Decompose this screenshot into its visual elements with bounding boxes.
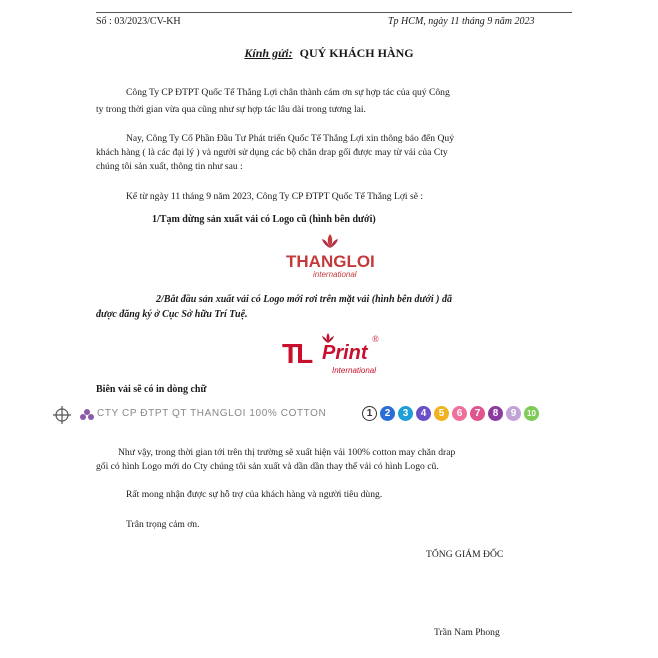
new-logo-sub: International [332,366,377,375]
old-logo [286,232,376,284]
number-circle-4: 4 [416,406,431,421]
header-rule [96,12,572,13]
number-circle-6: 6 [452,406,467,421]
closing-line: Trân trọng cảm ơn. [126,519,200,530]
selvage-heading: Biên vải sẽ có in dòng chữ [96,384,207,395]
new-logo-registered: ® [372,334,379,344]
place-date: Tp HCM, ngày 11 tháng 9 năm 2023 [388,16,535,27]
new-logo-print: Print [322,342,368,364]
paragraph-2-line-2: khách hàng ( là các đại lý ) và người sử dụng các bộ chăn drap gối được may từ vải của Cty [96,147,448,158]
number-circle-3: 3 [398,406,413,421]
new-logo-tl: TL [282,338,311,369]
crosshair-icon [52,405,72,425]
selvage-flower-icon [79,408,95,422]
salutation-prefix: Kính gửi: [244,46,293,60]
salutation [0,46,658,61]
document-number: Số : 03/2023/CV-KH [96,16,181,27]
selvage-strip [52,404,592,426]
number-circle-2: 2 [380,406,395,421]
paragraph-1-line-1: Công Ty CP ĐTPT Quốc Tế Thắng Lợi chân thành cám ơn sự hợp tác của quý Công [126,87,450,98]
number-circle-9: 9 [506,406,521,421]
number-circle-5: 5 [434,406,449,421]
signatory-title: TỔNG GIÁM ĐỐC [426,549,504,560]
signatory-name: Trần Nam Phong [434,627,500,638]
item-1: 1/Tạm dừng sản xuất vải có Logo cũ (hình bên dưới) [152,214,376,225]
item-2-line-2: được đăng ký ở Cục Sở hữu Trí Tuệ. [96,309,248,320]
number-circle-1: 1 [362,406,377,421]
paragraph-3: Kể từ ngày 11 tháng 9 năm 2023, Công Ty CP ĐTPT Quốc Tế Thắng Lợi sẽ : [126,191,424,202]
old-logo-flower-icon [318,232,342,252]
paragraph-4-line-1: Như vậy, trong thời gian tới trên thị trường sẽ xuất hiện vải 100% cotton may chăn drap [118,447,456,458]
paragraph-5: Rất mong nhận được sự hỗ trợ của khách hàng và người tiêu dùng. [126,489,383,500]
old-logo-sub: international [313,270,357,279]
number-circle-10: 10 [524,406,539,421]
selvage-text: CTY CP ĐTPT QT THANGLOI 100% COTTON [97,408,327,419]
paragraph-2-line-1: Nay, Công Ty Cổ Phần Đầu Tư Phát triển Quốc Tế Thắng Lợi xin thông báo đến Quý [126,133,455,144]
paragraph-1-line-2: ty trong thời gian vừa qua cũng như sự hợp tác lâu dài trong tương lai. [96,104,366,115]
old-logo-word: THANGLOI [286,252,375,271]
paragraph-4-line-2: gối có hình Logo mới do Cty chúng tôi sản xuất và dần dần thay thế vải có hình Logo cũ. [96,461,439,472]
number-circle-7: 7 [470,406,485,421]
salutation-recipient: QUÝ KHÁCH HÀNG [299,46,414,60]
paragraph-2-line-3: chúng tôi sản xuất, thông tin như sau : [96,161,243,172]
item-2-line-1: 2/Bắt đầu sản xuất vải có Logo mới rơi trên mặt vải (hình bên dưới ) đã [156,294,453,305]
new-logo [282,332,382,380]
number-circle-8: 8 [488,406,503,421]
color-number-circles [362,406,539,421]
